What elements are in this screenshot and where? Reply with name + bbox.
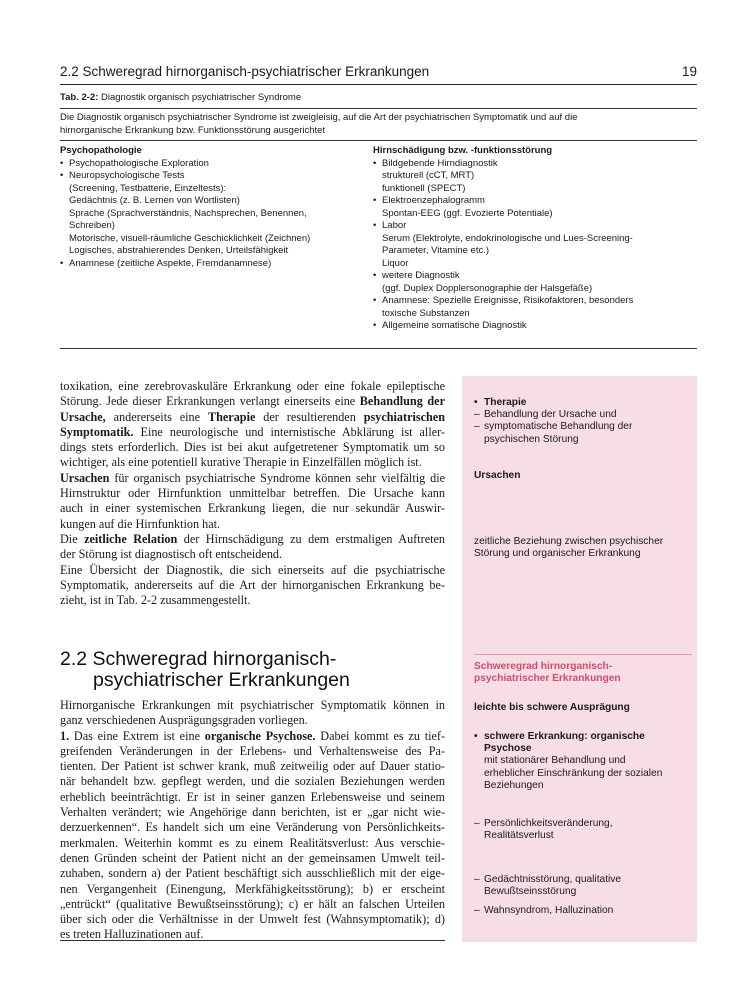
section-heading-line: 2.2 Schweregrad hirnorganisch-: [60, 648, 337, 670]
text-run: wichtiger, als eine potentiell kurative Therapie in Einzelfällen möglich ist.: [60, 455, 422, 470]
table-cell-line: funktionell (SPECT): [382, 182, 466, 194]
text-line: [60, 790, 445, 805]
bold-term: Symptomatik.: [60, 424, 134, 439]
margin-note-line: zeitliche Beziehung zwischen psychischer: [474, 536, 664, 547]
body-text-bottom: [60, 698, 445, 943]
text-run: ganz verschiedenen Ausprägungsgraden vorliegen.: [60, 713, 308, 728]
running-header-title: 2.2 Schweregrad hirnorganisch-psychiatrischer Erkrankungen: [60, 64, 430, 79]
table-cell-line: Gedächtnis (z. B. Lernen von Wortlisten): [69, 195, 240, 206]
margin-note-line: Störung und organischer Erkrankung: [474, 548, 641, 560]
margin-note-line: erheblicher Einschränkung der sozialen: [484, 767, 663, 779]
table-cell-line: Sprache (Sprachverständnis, Nachsprechen, Benennen,: [69, 207, 307, 219]
margin-note-line: • schwere Erkrankung: organische: [474, 731, 692, 743]
table-cell-line: Schreiben): [69, 220, 115, 231]
text-line: [60, 471, 445, 486]
table-intro-line: hirnorganische Erkrankung bzw. Funktionsstörung ausgerichtet: [60, 124, 326, 136]
table-cell-line: Logisches, abstrahierendes Denken, Urteilsfähigkeit: [69, 245, 289, 256]
text-line: [60, 532, 445, 547]
margin-note-line: psychischen Störung: [484, 433, 579, 445]
text-run: Das eine Extrem ist eine: [69, 728, 205, 743]
table-cell-line: • Elektroenzephalogramm: [373, 195, 697, 208]
text-run: erheblich beeinträchtigt. Er ist in seiner ganzen Erlebensweise und seinem: [60, 789, 445, 804]
margin-note-title: Ursachen: [474, 470, 521, 481]
table-cell-line: (ggf. Duplex Dopplersonographie der Halsgefäße): [382, 282, 593, 294]
margin-note-dash: [474, 818, 692, 842]
table-cell-line: • Anamnese: Spezielle Ereignisse, Risikofaktoren, besonders: [373, 295, 697, 308]
text-run: es treten Halluzinationen auf.: [60, 927, 204, 942]
table-caption: [60, 92, 697, 103]
margin-note-title: • Therapie: [474, 397, 692, 409]
table-rule-top: [60, 108, 697, 109]
bold-term: Therapie: [207, 409, 256, 424]
text-run: kungen auf die Hirnfunktion hat.: [60, 516, 221, 531]
table-cell-line: strukturell (cCT, MRT): [382, 170, 475, 181]
text-run: über sich oder die Verhältnisse in der Umwelt fest (Wahnsymptomatik); d): [60, 912, 445, 927]
text-run: Eine Übersicht der Diagnostik, die sich einerseits auf die psychiatrische: [60, 562, 445, 577]
text-line: [60, 563, 445, 578]
text-run: dings stets erforderlich. Dies ist bei akut aufgetretener Symptomatik um so: [60, 440, 445, 455]
bold-term: zeitliche Relation: [84, 531, 178, 546]
text-run: när behandelt bzw. gepflegt werden, und die sozialen Beziehungen werden: [60, 774, 445, 789]
table-cell-line: Motorische, visuell-räumliche Geschicklichkeit (Zeichnen): [69, 232, 311, 244]
text-line: [60, 912, 445, 927]
page-number: 19: [681, 64, 697, 79]
margin-note-line: – Wahnsyndrom, Halluzination: [474, 905, 692, 917]
text-line: [60, 455, 445, 470]
margin-note-item: [474, 409, 692, 421]
table-cell-line: • Neuropsychologische Tests: [60, 170, 360, 183]
margin-note-causes: [474, 470, 692, 482]
text-run: nen Vergangenheit (Einengung, Merkfähigkeitsstörung); b) er erscheint: [60, 881, 445, 896]
table-cell-line: toxische Substanzen: [382, 307, 470, 319]
table-column-brain-damage: [373, 145, 697, 333]
text-line: [60, 897, 445, 912]
bold-term: Ursache,: [60, 409, 106, 424]
bold-term: 1.: [60, 728, 70, 743]
text-run: derzuerkennen“. Es handelt sich um eine Veränderung von Persönlichkeits-: [60, 820, 445, 835]
text-line: [60, 547, 445, 562]
table-cell-line: • weitere Diagnostik: [373, 270, 697, 283]
text-run: andererseits eine: [105, 409, 208, 424]
text-line: [60, 425, 445, 440]
text-run: auch in einer systemischen Erkrankung liegen, die nur sekundär Auswir-: [60, 501, 445, 516]
margin-note-line: – symptomatische Behandlung der: [484, 421, 633, 433]
table-cell-line: Liquor: [382, 257, 409, 269]
margin-note-line: Psychose: [484, 743, 532, 755]
text-line: [60, 486, 445, 501]
text-run: merkmalen. Weiterhin kommt es zu einem Realitätsverlust: Aus verschie-: [60, 835, 445, 850]
text-line: [60, 593, 445, 608]
margin-divider: [474, 654, 692, 655]
text-run: greifenden Veränderungen in der Erlebens- und Verhaltensweise des Pa-: [60, 743, 445, 758]
text-run: Hirnstruktur oder Hirnfunktion unmittelbar betreffen. Die Ursache kann: [60, 486, 445, 501]
table-column-heading: Hirnschädigung bzw. -funktionsstörung: [373, 145, 553, 156]
text-line: [60, 820, 445, 835]
margin-note-title: leichte bis schwere Ausprägung: [474, 702, 630, 713]
text-line: [60, 379, 445, 394]
margin-note-line: – Gedächtnisstörung, qualitative: [474, 874, 692, 886]
margin-note-line: – Persönlichkeitsveränderung,: [474, 818, 692, 830]
text-run: tienten. Der Patient ist schwer krank, muß zeitweilig oder auf Dauer statio-: [60, 759, 445, 774]
bold-term: psychiatrischen: [363, 409, 445, 424]
text-run: „entrückt“ (qualitative Bewußtseinsstörung); c) er hält an falschen Urteilen: [60, 896, 445, 911]
margin-note-item: [474, 421, 692, 445]
text-run: Die: [60, 531, 85, 546]
table-cell-line: Parameter, Vitamine etc.): [382, 245, 490, 256]
text-line: [60, 759, 445, 774]
margin-note-line: mit stationärer Behandlung und: [484, 755, 626, 767]
section-heading: [60, 649, 450, 691]
text-line: [60, 836, 445, 851]
text-run: Dabei kommt es zu tief-: [315, 728, 445, 743]
text-run: Hirnorganische Erkrankungen mit psychiatrischer Symptomatik können in: [60, 698, 445, 712]
table-cell-line: • Allgemeine somatische Diagnostik: [373, 320, 697, 333]
margin-note-line: Beziehungen: [484, 779, 544, 791]
text-line: [60, 744, 445, 759]
table-cell-line: • Psychopathologische Exploration: [60, 158, 360, 171]
text-line: [60, 774, 445, 789]
text-run: Störung. Jede dieser Erkrankungen verlangt einerseits eine: [60, 394, 360, 409]
text-run: Symptomatik, andererseits auf die Art der hirnorganischen Erkrankung be-: [60, 577, 445, 592]
text-line: [60, 440, 445, 455]
bold-term: Ursachen: [60, 470, 110, 485]
margin-note-temporal: [474, 536, 692, 560]
margin-note-line: Schweregrad hirnorganisch-: [474, 661, 613, 672]
margin-note-severity: [474, 702, 692, 714]
table-cell-line: Spontan-EEG (ggf. Evozierte Potentiale): [382, 207, 553, 219]
table-column-lines: [60, 158, 360, 271]
table-column-heading: Psychopathologie: [60, 145, 142, 156]
text-line: [60, 501, 445, 516]
table-cell-line: • Bildgebende Hirndiagnostik: [373, 158, 697, 171]
text-run: der Hirnschädigung zu dem erstmaligen Auftreten: [177, 531, 445, 546]
text-line: [60, 866, 445, 881]
margin-note-severe: [474, 731, 692, 792]
margin-note-line: Realitätsverlust: [484, 830, 554, 842]
table-column-lines: [373, 158, 697, 333]
bold-term: organische Psychose.: [204, 728, 316, 743]
table-caption-text: Diagnostik organisch psychiatrischer Syndrome: [101, 92, 302, 103]
text-run: Eine neurologische und internistische Abklärung ist aller-: [133, 424, 445, 439]
margin-note-line: psychiatrischer Erkrankungen: [474, 673, 621, 685]
table-cell-line: (Screening, Testbatterie, Einzeltests):: [69, 182, 227, 194]
body-text-top: [60, 379, 445, 608]
table-intro: [60, 112, 697, 137]
table-rule-bottom: [60, 348, 697, 349]
table-caption-label: Tab. 2-2:: [60, 92, 99, 103]
text-run: denen Gründen scheint der Patient nicht an der gemeinsamen Umwelt teil-: [60, 850, 445, 865]
table-rule-header: [60, 140, 697, 141]
text-run: für organisch psychiatrische Syndrome können sehr vielfältig die: [109, 470, 445, 485]
text-line: [60, 729, 445, 744]
table-intro-line: Die Diagnostik organisch psychiatrischer Syndrome ist zweigleisig, auf die Art der psychiatrischen Symptomatik und auf die: [60, 112, 578, 123]
table-cell-line: • Anamnese (zeitliche Aspekte, Fremdanamnese): [60, 258, 360, 271]
text-run: der resultierenden: [255, 409, 364, 424]
text-line: [60, 394, 445, 409]
table-cell-line: Serum (Elektrolyte, endokrinologische und Lues-Screening-: [382, 232, 633, 244]
text-line: [60, 698, 445, 713]
text-line: [60, 882, 445, 897]
text-line: [60, 851, 445, 866]
margin-note-line: – Behandlung der Ursache und: [484, 409, 617, 421]
section-heading-line: psychiatrischer Erkrankungen: [93, 669, 350, 691]
margin-note-line: Bewußtseinsstörung: [484, 886, 577, 898]
margin-note-therapy: [474, 397, 692, 446]
text-line: [60, 517, 445, 532]
bold-term: Behandlung der: [359, 394, 445, 409]
table-column-psychopathology: [60, 145, 360, 270]
text-run: Verhalten verändert; wie Angehörige dann berichten, ist er „gar nicht wie-: [60, 805, 445, 820]
text-line: [60, 578, 445, 593]
running-header: [60, 62, 697, 85]
footer-rule: [60, 940, 445, 941]
text-run: toxikation, eine zerebrovaskuläre Erkrankung oder eine fokale epileptische: [60, 379, 445, 393]
margin-note-section-title: [474, 654, 692, 685]
text-run: der Störung ist diagnostisch oft entscheidend.: [60, 547, 283, 562]
text-line: [60, 805, 445, 820]
text-run: zieht, ist in Tab. 2-2 zusammengestellt.: [60, 593, 251, 608]
text-line: [60, 410, 445, 425]
text-run: zuhaben, sondern a) der Patient beschäftigt sich ausschließlich mit der eige-: [60, 866, 445, 881]
margin-note-dash: [474, 905, 692, 917]
text-line: [60, 713, 445, 728]
table-cell-line: • Labor: [373, 220, 697, 233]
margin-note-dash: [474, 874, 692, 898]
